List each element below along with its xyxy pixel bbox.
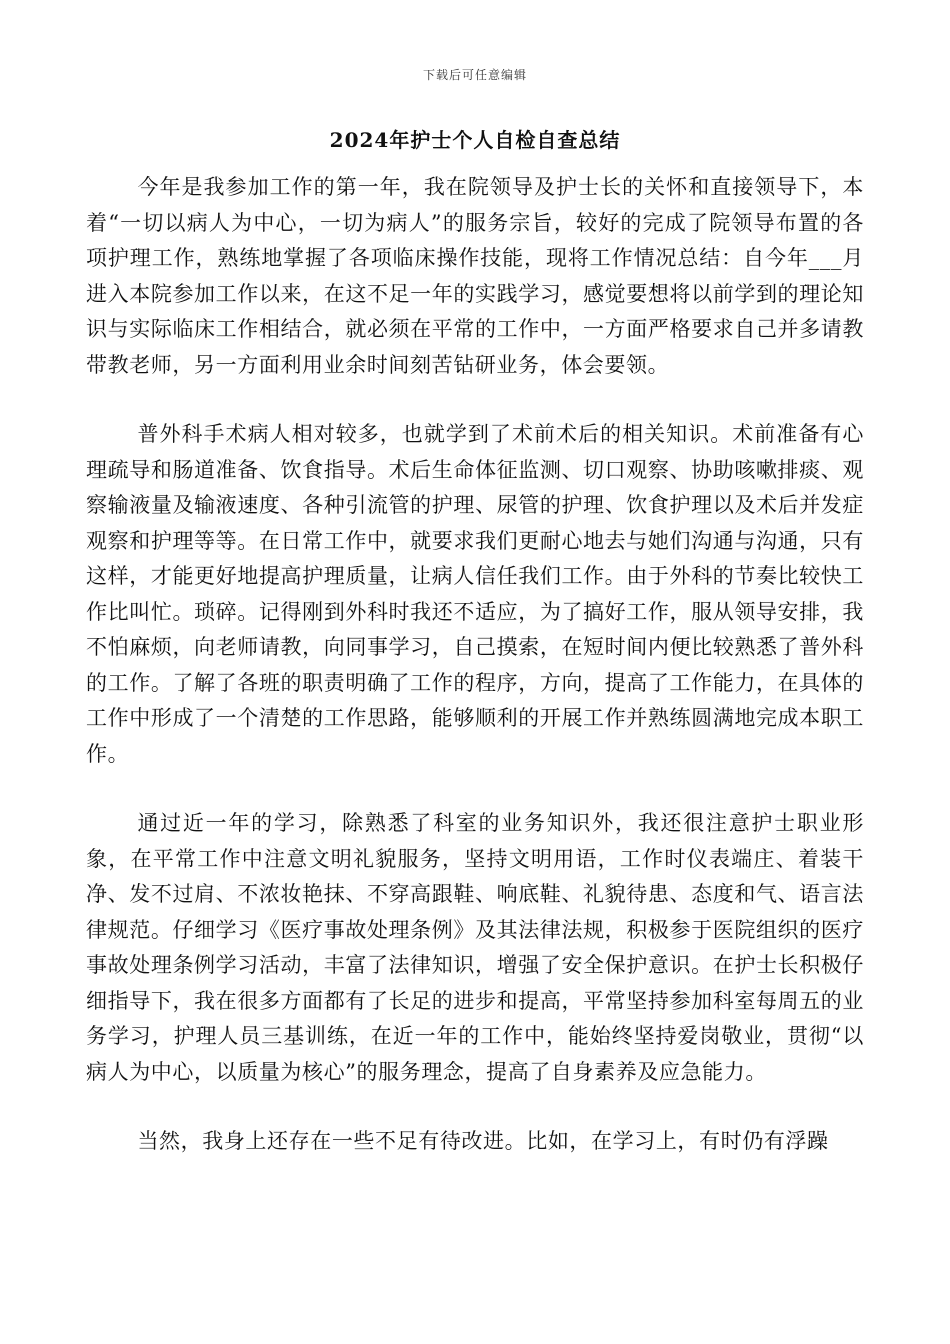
header-note: 下载后可任意编辑 <box>422 68 527 82</box>
paragraph-4: 当然，我身上还存在一些不足有待改进。比如，在学习上，有时仍有浮躁 <box>137 1129 829 1153</box>
document-body <box>86 170 864 1194</box>
paragraph-3: 通过近一年的学习，除熟悉了科室的业务知识外，我还很注意护士职业形象，在平常工作中注意文明礼貌服务，坚持文明用语，工作时仪表端庄、着装干净、发不过肩、不浓妆艳抹、不穿高跟鞋、响底鞋、礼貌待患、态度和气、语言法律规范。仔细学习《医疗事故处理条例》及其法律法规，积极参于医院组织的医疗事故处理条例学习活动，丰富了法律知识，增强了安全保护意识。在护士长积极仔细指导下，我在很多方面都有了长足的进步和提高，平常坚持参加科室每周五的业务学习，护理人员三基训练，在近一年的工作中，能始终坚持爱岗敬业，贯彻“以病人为中心，以质量为核心”的服务理念，提高了自身素养及应急能力。 <box>86 811 864 1084</box>
paragraph-1: 今年是我参加工作的第一年，我在院领导及护士长的关怀和直接领导下，本着“一切以病人为中心，一切为病人”的服务宗旨，较好的完成了院领导布置的各项护理工作，熟练地掌握了各项临床操作技能，现将工作情况总结：自今年___月进入本院参加工作以来，在这不足一年的实践学习，感觉要想将以前学到的理论知识与实际临床工作相结合，就必须在平常的工作中，一方面严格要求自己并多请教带教老师，另一方面利用业余时间刻苦钻研业务，体会要领。 <box>86 175 864 377</box>
document-title: 2024年护士个人自检自查总结 <box>329 128 621 152</box>
paragraph-2: 普外科手术病人相对较多，也就学到了术前术后的相关知识。术前准备有心理疏导和肠道准备、饮食指导。术后生命体征监测、切口观察、协助咳嗽排痰、观察输液量及输液速度、各种引流管的护理、尿管的护理、饮食护理以及术后并发症观察和护理等等。在日常工作中，就要求我们更耐心地去与她们沟通与沟通，只有这样，才能更好地提高护理质量，让病人信任我们工作。由于外科的节奏比较快工作比叫忙。琐碎。记得刚到外科时我还不适应，为了搞好工作，服从领导安排，我不怕麻烦，向老师请教，向同事学习，自己摸索，在短时间内便比较熟悉了普外科的工作。了解了各班的职责明确了工作的程序，方向，提高了工作能力，在具体的工作中形成了一个清楚的工作思路，能够顺利的开展工作并熟练圆满地完成本职工作。 <box>86 422 864 766</box>
